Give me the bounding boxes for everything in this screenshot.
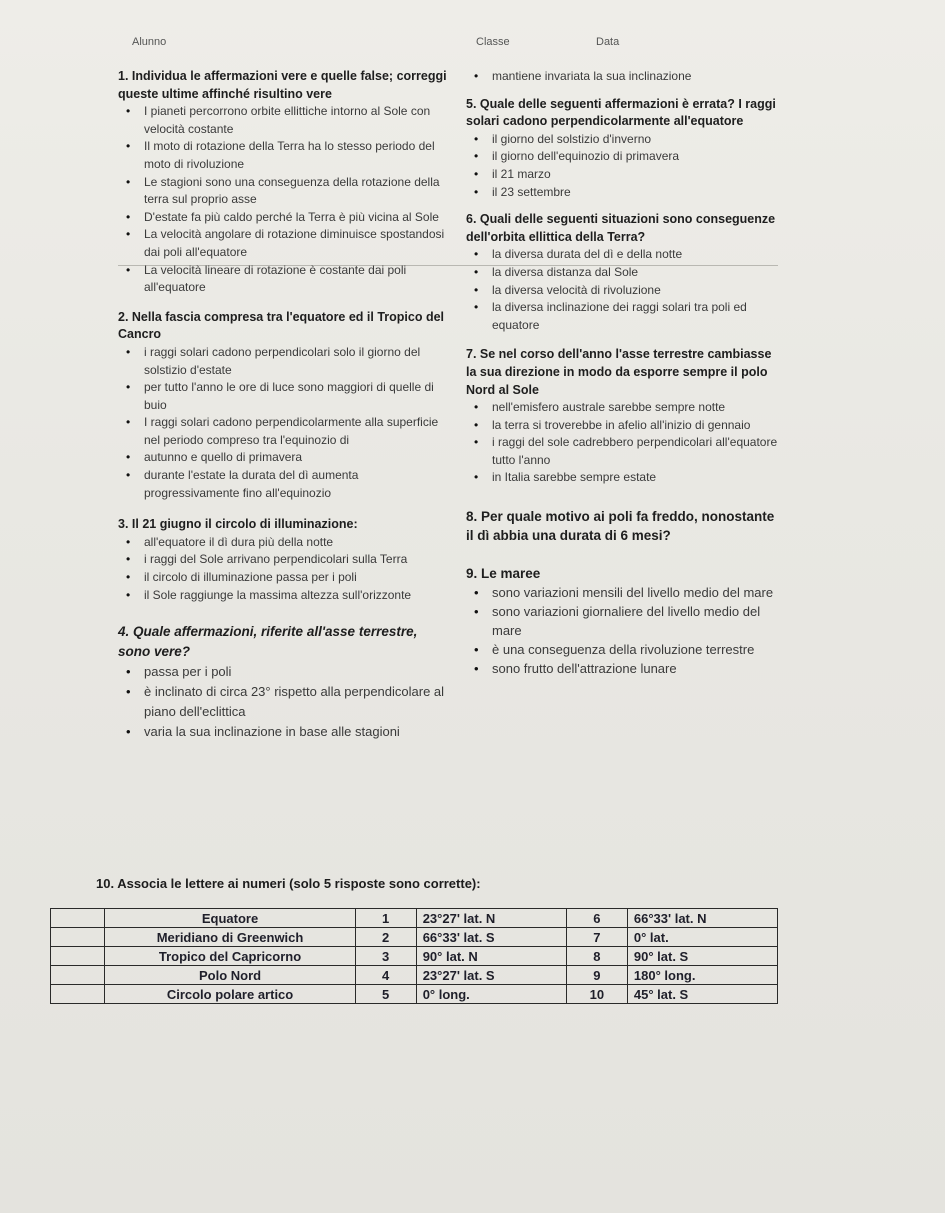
q2-option[interactable]: • i raggi solari cadono perpendicolari solo il giorno del solstizio d'estate (118, 344, 448, 379)
q6-option[interactable]: • la diversa velocità di rivoluzione (466, 282, 778, 300)
date-label: Data (596, 36, 620, 48)
q5-option[interactable]: • il 23 settembre (466, 184, 778, 202)
question-5-title: 5. Quale delle seguenti affermazioni è errata? I raggi solari cadono perpendicolarmente all'equatore (466, 96, 776, 129)
question-10-title: 10. Associa le lettere ai numeri (solo 5 risposte sono corrette): (96, 876, 481, 891)
question-6-title: 6. Quali delle seguenti situazioni sono conseguenze dell'orbita ellittica della Terra? (466, 212, 776, 244)
q4-option[interactable]: • passa per i poli (118, 662, 448, 682)
q5-option[interactable]: • il giorno del solstizio d'inverno (466, 131, 778, 149)
question-1-title: 1. Individua le affermazioni vere e quelle false; correggi queste ultime affinché risultino vere (118, 69, 447, 101)
term-cell: Equatore (105, 909, 355, 928)
q1-option[interactable]: • D'estate fa più caldo perché la Terra è più vicina al Sole (118, 209, 448, 227)
number-cell: 2 (355, 928, 416, 947)
table-row (51, 928, 778, 947)
q7-option[interactable]: • i raggi del sole cadrebbero perpendicolari all'equatore tutto l'anno (466, 434, 778, 469)
q1-option[interactable]: • Il moto di rotazione della Terra ha lo stesso periodo del moto di rivoluzione (118, 138, 448, 173)
value-cell: 0° lat. (627, 928, 777, 947)
value-cell: 66°33' lat. N (627, 909, 777, 928)
q1-option[interactable]: • La velocità angolare di rotazione diminuisce spostandosi dai poli all'equatore (118, 226, 448, 261)
value-cell: 90° lat. N (416, 947, 566, 966)
q4-option[interactable]: • varia la sua inclinazione in base alle stagioni (118, 722, 448, 742)
value-cell: 66°33' lat. S (416, 928, 566, 947)
q2-option[interactable]: • per tutto l'anno le ore di luce sono maggiori di quelle di buio (118, 379, 448, 414)
value-cell: 23°27' lat. S (416, 966, 566, 985)
matching-table (50, 908, 778, 1004)
number-cell: 4 (355, 966, 416, 985)
q2-option[interactable]: • durante l'estate la durata del dì aumenta progressivamente fino all'equinozio (118, 467, 448, 502)
number-cell: 8 (566, 947, 627, 966)
value-cell: 90° lat. S (627, 947, 777, 966)
question-4-title: 4. Quale affermazioni, riferite all'asse terrestre, sono vere? (118, 624, 418, 660)
number-cell: 6 (566, 909, 627, 928)
answer-cell[interactable] (51, 928, 105, 947)
q4-option[interactable]: • è inclinato di circa 23° rispetto alla perpendicolare al piano dell'eclittica (118, 682, 448, 722)
value-cell: 45° lat. S (627, 985, 777, 1004)
q9-option[interactable]: • sono frutto dell'attrazione lunare (466, 659, 778, 678)
q3-option[interactable]: • il circolo di illuminazione passa per i poli (118, 569, 448, 587)
q2-option[interactable]: • I raggi solari cadono perpendicolarmente alla superficie nel periodo compreso tra l'equinozio di (118, 414, 448, 449)
value-cell: 0° long. (416, 985, 566, 1004)
right-column (466, 68, 778, 678)
class-label: Classe (476, 36, 510, 48)
number-cell: 10 (566, 985, 627, 1004)
q3-option[interactable]: • all'equatore il dì dura più della notte (118, 534, 448, 552)
term-cell: Polo Nord (105, 966, 355, 985)
question-8-title: 8. Per quale motivo ai poli fa freddo, nonostante il dì abbia una durata di 6 mesi? (466, 509, 775, 544)
term-cell: Tropico del Capricorno (105, 947, 355, 966)
number-cell: 3 (355, 947, 416, 966)
question-7-title: 7. Se nel corso dell'anno l'asse terrestre cambiasse la sua direzione in modo da esporre sempre il polo Nord al Sole (466, 347, 772, 397)
question-3-title: 3. Il 21 giugno il circolo di illuminazione: (118, 517, 358, 532)
answer-cell[interactable] (51, 985, 105, 1004)
q6-option[interactable]: • la diversa inclinazione dei raggi solari tra poli ed equatore (466, 299, 778, 334)
student-label: Alunno (132, 36, 167, 48)
value-cell: 180° long. (627, 966, 777, 985)
answer-cell[interactable] (51, 966, 105, 985)
q1-option[interactable]: • I pianeti percorrono orbite ellittiche intorno al Sole con velocità costante (118, 103, 448, 138)
q9-option[interactable]: • è una conseguenza della rivoluzione terrestre (466, 640, 778, 659)
number-cell: 9 (566, 966, 627, 985)
q6-option[interactable]: • la diversa durata del dì e della notte (466, 246, 778, 264)
answer-cell[interactable] (51, 947, 105, 966)
term-cell: Circolo polare artico (105, 985, 355, 1004)
table-row (51, 909, 778, 928)
q3-option[interactable]: • i raggi del Sole arrivano perpendicolari sulla Terra (118, 551, 448, 569)
number-cell: 7 (566, 928, 627, 947)
question-2-title: 2. Nella fascia compresa tra l'equatore ed il Tropico del Cancro (118, 309, 445, 342)
q5-option[interactable]: • il giorno dell'equinozio di primavera (466, 148, 778, 166)
value-cell: 23°27' lat. N (416, 909, 566, 928)
q2-option[interactable]: • autunno e quello di primavera (118, 449, 448, 467)
table-row (51, 985, 778, 1004)
q6-option[interactable]: • la diversa distanza dal Sole (466, 264, 778, 282)
number-cell: 5 (355, 985, 416, 1004)
table-row (51, 966, 778, 985)
q9-option[interactable]: • sono variazioni mensili del livello medio del mare (466, 583, 778, 602)
table-row (51, 947, 778, 966)
number-cell: 1 (355, 909, 416, 928)
q9-option[interactable]: • sono variazioni giornaliere del livello medio del mare (466, 602, 778, 640)
q7-option[interactable]: • nell'emisfero australe sarebbe sempre notte (466, 399, 778, 417)
term-cell: Meridiano di Greenwich (105, 928, 355, 947)
q1-option[interactable]: • La velocità lineare di rotazione è costante dai poli all'equatore (118, 262, 448, 297)
question-9-title: 9. Le maree (466, 566, 541, 582)
answer-cell[interactable] (51, 909, 105, 928)
left-column (118, 68, 448, 742)
q5-option[interactable]: • il 21 marzo (466, 166, 778, 184)
q7-option[interactable]: • la terra si troverebbe in afelio all'inizio di gennaio (466, 417, 778, 435)
q4-option-continued[interactable]: • mantiene invariata la sua inclinazione (466, 68, 778, 86)
q1-option[interactable]: • Le stagioni sono una conseguenza della rotazione della terra sul proprio asse (118, 174, 448, 209)
q7-option[interactable]: • in Italia sarebbe sempre estate (466, 469, 778, 487)
q3-option[interactable]: • il Sole raggiunge la massima altezza sull'orizzonte (118, 587, 448, 605)
